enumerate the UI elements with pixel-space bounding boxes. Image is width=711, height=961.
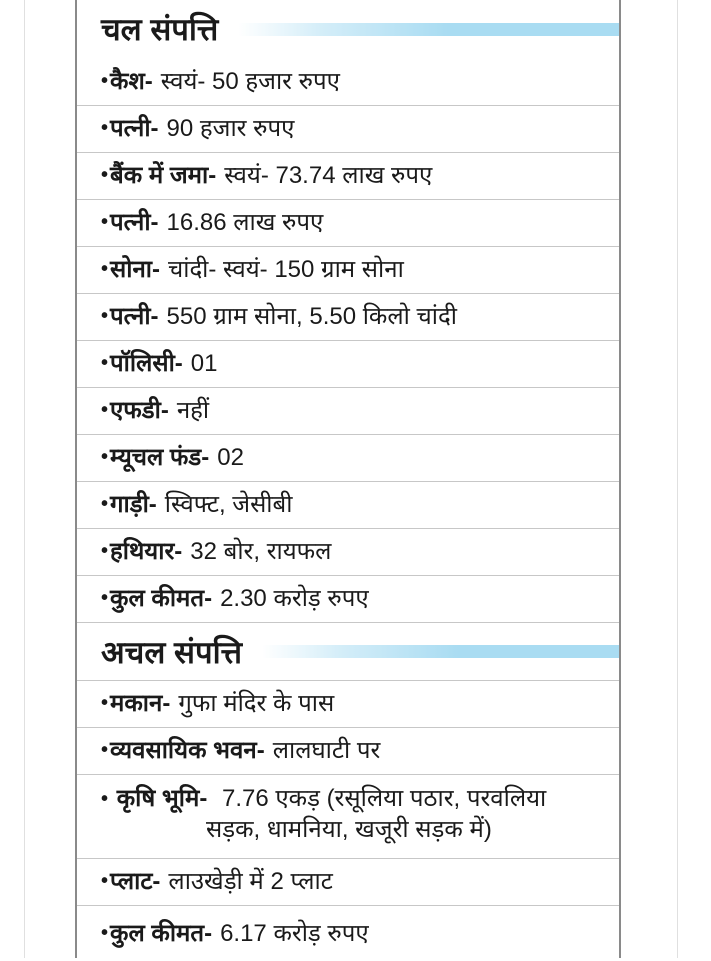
item-value-line2: सड़क, धामनिया, खजूरी सड़क में) bbox=[206, 816, 492, 843]
bullet-icon: • bbox=[101, 493, 109, 515]
list-item-total-movable bbox=[77, 575, 619, 622]
item-value: 2.30 करोड़ रुपए bbox=[220, 585, 369, 612]
section-heading-movable bbox=[77, 0, 619, 58]
accent-bar bbox=[262, 645, 619, 658]
item-label: कृषि भूमि- bbox=[116, 785, 208, 812]
item-value: 6.17 करोड़ रुपए bbox=[220, 919, 369, 947]
item-value: 90 हजार रुपए bbox=[166, 115, 295, 142]
list-item-vehicle bbox=[77, 481, 619, 528]
bullet-icon: • bbox=[101, 305, 109, 327]
bullet-icon: • bbox=[101, 211, 109, 233]
list-item-commercial-building bbox=[77, 727, 619, 774]
bullet-icon: • bbox=[101, 258, 109, 280]
list-item-wife-cash bbox=[77, 105, 619, 152]
bullet-icon: • bbox=[101, 352, 109, 374]
item-label: प्लाट- bbox=[110, 868, 161, 895]
item-label: व्यवसायिक भवन- bbox=[110, 737, 265, 764]
bullet-icon: • bbox=[101, 788, 109, 810]
bullet-icon: • bbox=[101, 587, 109, 609]
list-item-house bbox=[77, 680, 619, 727]
list-item-wife-gold bbox=[77, 293, 619, 340]
item-value: स्वयं- 50 हजार रुपए bbox=[160, 67, 340, 95]
item-value: लाउखेड़ी में 2 प्लाट bbox=[168, 868, 333, 895]
item-label: सोना- bbox=[110, 256, 160, 283]
bullet-icon: • bbox=[101, 921, 109, 944]
bullet-icon: • bbox=[101, 117, 109, 139]
item-label: बैंक में जमा- bbox=[110, 162, 217, 189]
item-value: लालघाटी पर bbox=[272, 737, 381, 764]
item-label: पॉलिसी- bbox=[110, 350, 183, 377]
item-label: म्यूचल फंड- bbox=[110, 444, 210, 471]
bullet-icon: • bbox=[101, 739, 109, 761]
list-item-wife-bank bbox=[77, 199, 619, 246]
item-label: कैश- bbox=[110, 67, 153, 95]
item-value: 550 ग्राम सोना, 5.50 किलो चांदी bbox=[166, 303, 457, 330]
list-item-policy bbox=[77, 340, 619, 387]
bullet-icon: • bbox=[101, 69, 109, 92]
bullet-icon: • bbox=[101, 692, 109, 714]
item-label: मकान- bbox=[110, 690, 171, 717]
accent-bar bbox=[238, 23, 619, 36]
bullet-icon: • bbox=[101, 399, 109, 421]
page-edge-line-right bbox=[677, 0, 678, 958]
list-item-total-immovable bbox=[77, 905, 619, 961]
list-item-cash bbox=[77, 58, 619, 105]
item-label: पत्नी- bbox=[110, 115, 159, 142]
bullet-icon: • bbox=[101, 446, 109, 468]
section-title: अचल संपत्ति bbox=[101, 634, 243, 670]
item-text bbox=[101, 784, 546, 845]
list-item-bank-deposit bbox=[77, 152, 619, 199]
item-label: पत्नी- bbox=[110, 209, 159, 236]
item-value: 16.86 लाख रुपए bbox=[166, 209, 324, 236]
item-value: नहीं bbox=[176, 397, 210, 424]
item-label: कुल कीमत- bbox=[110, 585, 213, 612]
bullet-icon: • bbox=[101, 540, 109, 562]
item-label: गाड़ी- bbox=[110, 491, 157, 518]
list-item-weapons bbox=[77, 528, 619, 575]
bullet-icon: • bbox=[101, 870, 109, 892]
property-infographic-panel bbox=[75, 0, 621, 958]
item-label: हथियार- bbox=[110, 538, 183, 565]
item-value: 02 bbox=[217, 444, 244, 471]
item-value: स्विफ्ट, जेसीबी bbox=[164, 491, 293, 518]
section-heading-immovable bbox=[77, 622, 619, 680]
item-value: स्वयं- 73.74 लाख रुपए bbox=[224, 162, 433, 189]
item-label: एफडी- bbox=[110, 397, 169, 424]
item-value: 01 bbox=[190, 350, 218, 377]
list-item-fd bbox=[77, 387, 619, 434]
item-value: 7.76 एकड़ (रसूलिया पठार, परवलिया bbox=[221, 785, 547, 812]
section-title: चल संपत्ति bbox=[101, 12, 219, 47]
list-item-gold-silver bbox=[77, 246, 619, 293]
list-item-agricultural-land bbox=[77, 774, 619, 858]
bullet-icon: • bbox=[101, 164, 109, 186]
list-item-plots bbox=[77, 858, 619, 905]
item-label: पत्नी- bbox=[110, 303, 159, 330]
item-label: कुल कीमत- bbox=[110, 919, 213, 947]
item-value: चांदी- स्वयं- 150 ग्राम सोना bbox=[167, 256, 404, 283]
list-item-mutual-fund bbox=[77, 434, 619, 481]
item-value: 32 बोर, रायफल bbox=[190, 538, 332, 565]
page-edge-line-left bbox=[24, 0, 25, 958]
item-value: गुफा मंदिर के पास bbox=[178, 690, 335, 717]
